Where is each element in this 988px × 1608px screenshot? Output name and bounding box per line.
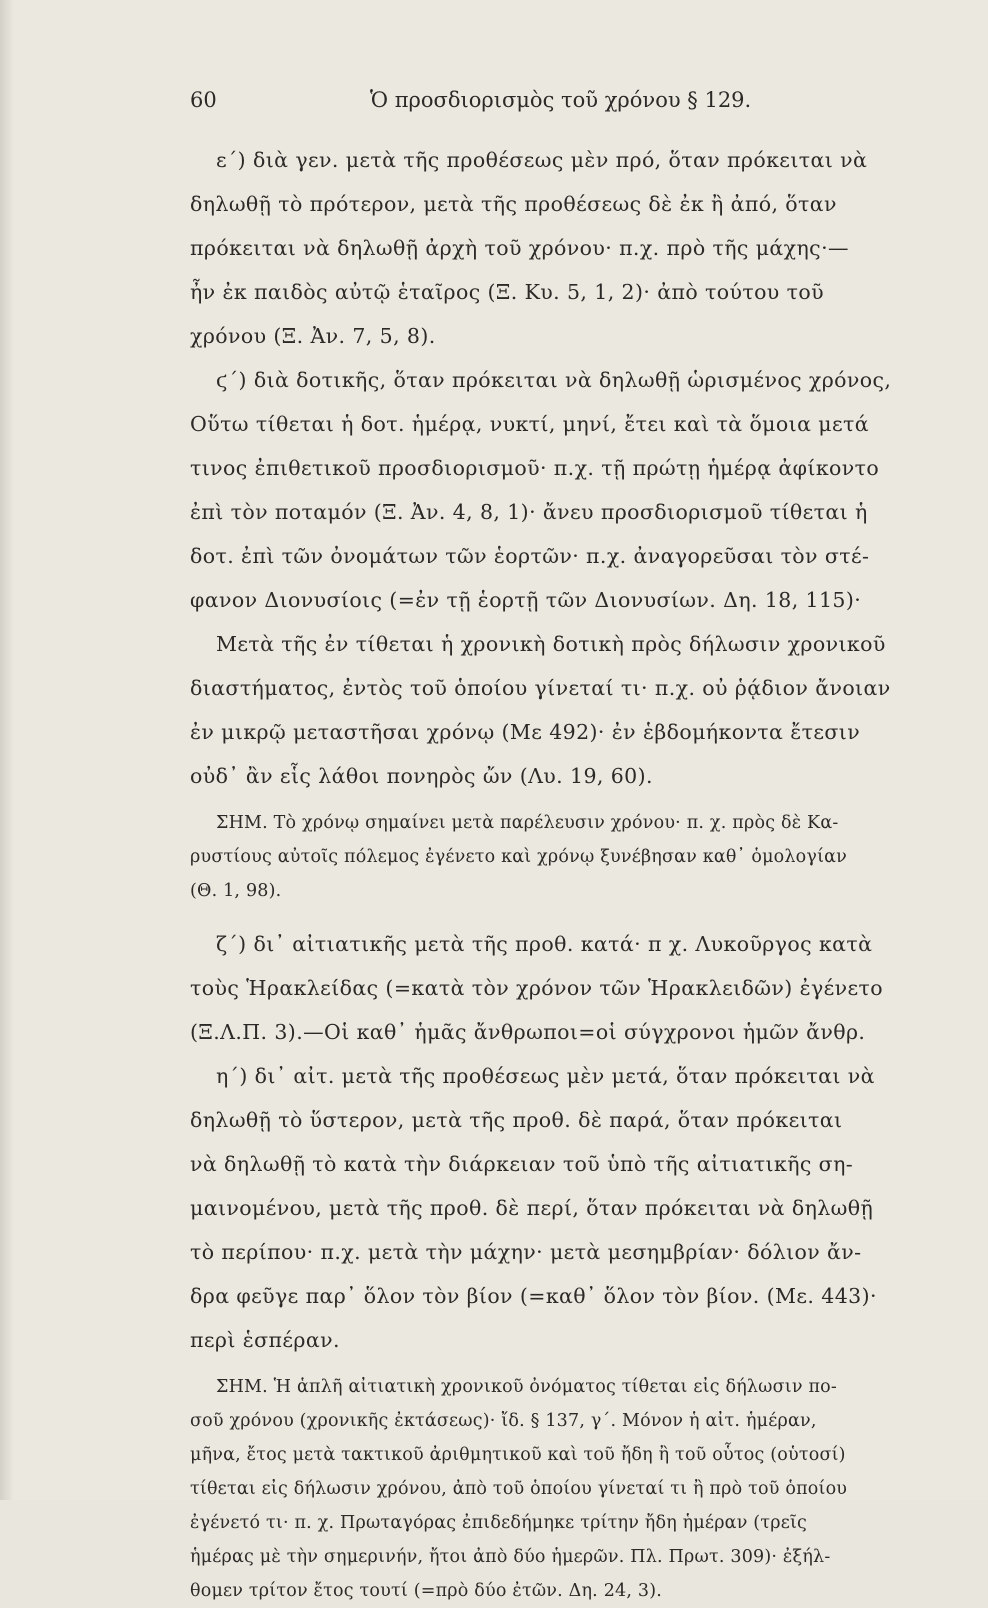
running-title: Ὁ προσδιορισμὸς τοῦ χρόνου § 129. — [370, 88, 752, 112]
note-line: ἡμέρας μὲ τὴν σημερινήν, ἤτοι ἀπὸ δύο ἡμερῶν. Πλ. Πρωτ. 309)· ἐξήλ- — [190, 1547, 831, 1567]
text-line: τὸ περίπου· π.χ. μετὰ τὴν μάχην· μετὰ μεσημβρίαν· δόλιον ἄν- — [190, 1240, 862, 1264]
text-line: ἦν ἐκ παιδὸς αὐτῷ ἑταῖρος (Ξ. Κυ. 5, 1, 2)· ἀπὸ τούτου τοῦ — [190, 280, 824, 304]
text-line: ε΄) διὰ γεν. μετὰ τῆς προθέσεως μὲν πρό, ὅταν πρόκειται νὰ — [216, 148, 868, 172]
page-number: 60 — [190, 88, 217, 112]
paragraph-epsilon — [190, 138, 950, 358]
note-line: (Θ. 1, 98). — [190, 881, 282, 901]
paragraph-zeta — [190, 922, 950, 1054]
note-line: ΣΗΜ. Τὸ χρόνῳ σημαίνει μετὰ παρέλευσιν χρόνου· π. χ. πρὸς δὲ Κα- — [216, 813, 839, 833]
note-line: ΣΗΜ. Ἡ ἁπλῆ αἰτιατικὴ χρονικοῦ ὀνόματος τίθεται εἰς δήλωσιν πο- — [216, 1377, 838, 1397]
paragraph-meta-en — [190, 622, 950, 798]
text-line: Μετὰ τῆς ἐν τίθεται ἡ χρονικὴ δοτικὴ πρὸς δήλωσιν χρονικοῦ — [216, 632, 886, 656]
text-line: δοτ. ἐπὶ τῶν ὀνομάτων τῶν ἑορτῶν· π.χ. ἀναγορεῦσαι τὸν στέ- — [190, 544, 870, 568]
text-line: δηλωθῇ τὸ ὕστερον, μετὰ τῆς προθ. δὲ παρά, ὅταν πρόκειται — [190, 1108, 843, 1132]
text-line: οὐδ᾽ ἂν εἷς λάθοι πονηρὸς ὤν (Λυ. 19, 60). — [190, 764, 653, 788]
text-line: μαινομένου, μετὰ τῆς προθ. δὲ περί, ὅταν πρόκειται νὰ δηλωθῇ — [190, 1196, 874, 1220]
note-line: ἐγένετό τι· π. χ. Πρωταγόρας ἐπιδεδήμηκε τρίτην ἤδη ἡμέραν (τρεῖς — [190, 1513, 808, 1533]
text-line: ἐν μικρῷ μεταστῆσαι χρόνῳ (Με 492)· ἐν ἑβδομήκοντα ἔτεσιν — [190, 720, 861, 744]
text-line: ἐπὶ τὸν ποταμόν (Ξ. Ἀν. 4, 8, 1)· ἄνευ προσδιορισμοῦ τίθεται ἡ — [190, 500, 868, 524]
note-line: ρυστίους αὐτοῖς πόλεμος ἐγένετο καὶ χρόνῳ ξυνέβησαν καθ᾽ ὁμολογίαν — [190, 847, 847, 867]
note-block — [190, 1370, 950, 1608]
text-line: ζ΄) δι᾽ αἰτιατικῆς μετὰ τῆς προθ. κατά· π χ. Λυκοῦργος κατὰ — [216, 932, 873, 956]
text-line: διαστήματος, ἐντὸς τοῦ ὁποίου γίνεταί τι· π.χ. οὐ ῥᾴδιον ἄνοιαν — [190, 676, 891, 700]
note-line: μῆνα, ἔτος μετὰ τακτικοῦ ἀριθμητικοῦ καὶ τοῦ ἤδη ἢ τοῦ οὗτος (οὑτοσί) — [190, 1445, 846, 1465]
text-line: χρόνου (Ξ. Ἀν. 7, 5, 8). — [190, 324, 436, 348]
page-header — [190, 88, 750, 114]
note-line: θομεν τρίτον ἔτος τουτί (=πρὸ δύο ἐτῶν. Δη. 24, 3). — [190, 1581, 663, 1601]
text-line: νὰ δηλωθῇ τὸ κατὰ τὴν διάρκειαν τοῦ ὑπὸ τῆς αἰτιατικῆς ση- — [190, 1152, 854, 1176]
note-line: σοῦ χρόνου (χρονικῆς ἐκτάσεως)· ἴδ. § 137, γ΄. Μόνον ἡ αἰτ. ἡμέραν, — [190, 1411, 817, 1431]
text-line: δηλωθῇ τὸ πρότερον, μετὰ τῆς προθέσεως δὲ ἐκ ἢ ἀπό, ὅταν — [190, 192, 837, 216]
paragraph-stigma — [190, 358, 950, 622]
text-line: τινος ἐπιθετικοῦ προσδιορισμοῦ· π.χ. τῇ πρώτῃ ἡμέρᾳ ἀφίκοντο — [190, 456, 880, 480]
text-line: φανον Διονυσίοις (=ἐν τῇ ἑορτῇ τῶν Διονυσίων. Δη. 18, 115)· — [190, 588, 862, 612]
text-line: Οὕτω τίθεται ἡ δοτ. ἡμέρᾳ, νυκτί, μηνί, ἔτει καὶ τὰ ὅμοια μετά — [190, 412, 869, 436]
text-line: πρόκειται νὰ δηλωθῇ ἀρχὴ τοῦ χρόνου· π.χ. πρὸ τῆς μάχης·— — [190, 236, 849, 260]
body-text — [190, 138, 950, 1608]
text-line: περὶ ἑσπέραν. — [190, 1328, 340, 1352]
note-block — [190, 806, 950, 908]
note-line: τίθεται εἰς δήλωσιν χρόνου, ἀπὸ τοῦ ὁποίου γίνεταί τι ἢ πρὸ τοῦ ὁποίου — [190, 1479, 848, 1499]
text-line: δρα φεῦγε παρ᾽ ὅλον τὸν βίον (=καθ᾽ ὅλον τὸν βίον. (Με. 443)· — [190, 1284, 877, 1308]
paragraph-eta — [190, 1054, 950, 1362]
text-line: τοὺς Ἡρακλείδας (=κατὰ τὸν χρόνον τῶν Ἡρακλειδῶν) ἐγένετο — [190, 976, 884, 1000]
text-line: ϛ΄) διὰ δοτικῆς, ὅταν πρόκειται νὰ δηλωθῇ ὡρισμένος χρόνος, — [216, 368, 892, 392]
text-line: (Ξ.Λ.Π. 3).—Οἱ καθ᾽ ἡμᾶς ἄνθρωποι=οἱ σύγχρονοι ἡμῶν ἄνθρ. — [190, 1020, 866, 1044]
text-line: η΄) δι᾽ αἰτ. μετὰ τῆς προθέσεως μὲν μετά, ὅταν πρόκειται νὰ — [216, 1064, 875, 1088]
